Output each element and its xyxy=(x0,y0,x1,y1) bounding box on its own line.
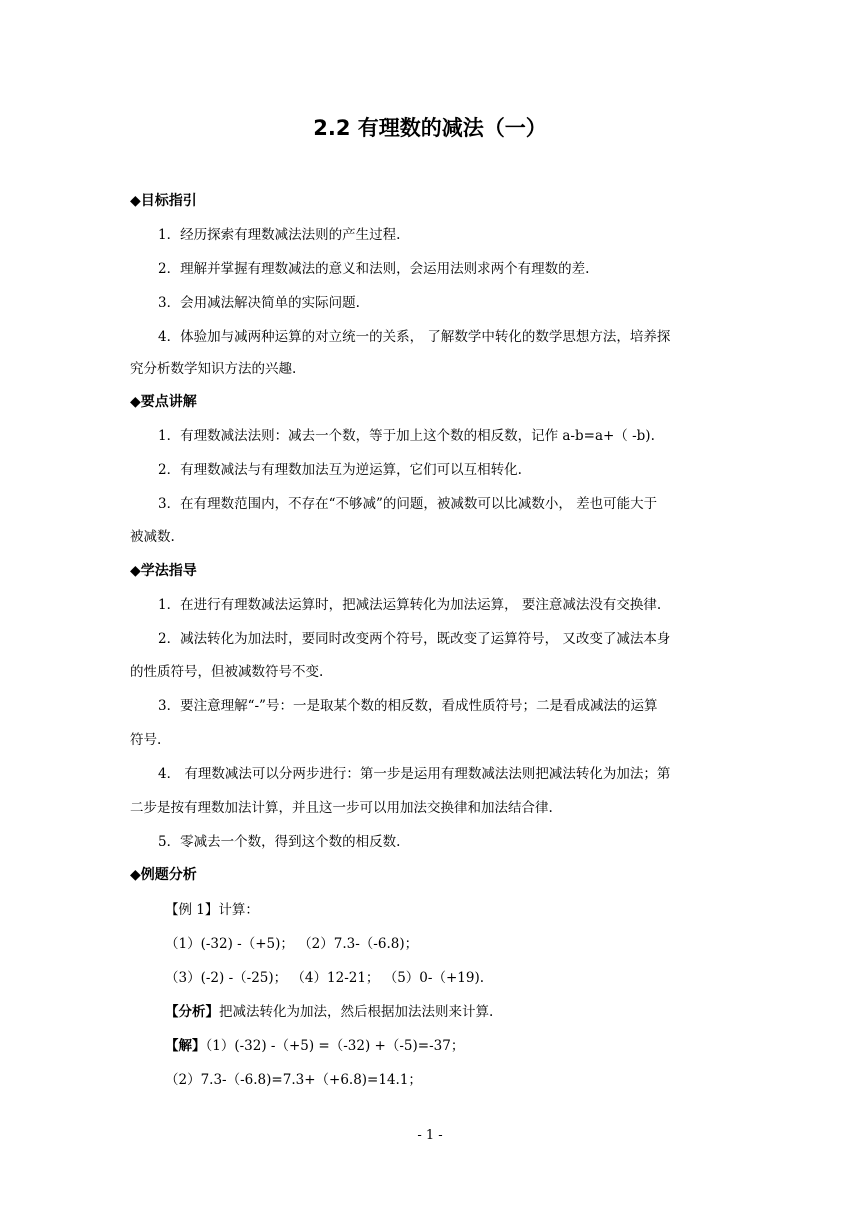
key-point-item-2: 2．有理数减法与有理数加法互为逆运算，它们可以互相转化. xyxy=(158,462,522,478)
method-item-3: 3．要注意理解“-”号：一是取某个数的相反数，看成性质符号；二是看成减法的运算 xyxy=(158,698,658,714)
goal-item-4: 4．体验加与减两种运算的对立统一的关系， 了解数学中转化的数学思想方法，培养探 xyxy=(158,329,671,345)
example-1-problems-row-2: （3）(-2) -（-25)； （4）12-21； （5）0-（+19). xyxy=(165,970,485,986)
analysis-label: 【分析】 xyxy=(165,1004,219,1020)
solution-line-1: （1）(-32) -（+5) =（-32) +（-5)=-37； xyxy=(205,1038,465,1054)
example-1-label: 【例 1】 xyxy=(165,902,219,918)
method-item-4-continued: 二步是按有理数加法计算，并且这一步可以用加法交换律和加法结合律. xyxy=(130,800,553,816)
section-heading-goals: ◆目标指引 xyxy=(130,193,197,209)
example-1-analysis xyxy=(165,1001,765,1023)
section-heading-examples: ◆例题分析 xyxy=(130,867,197,883)
example-1-prompt xyxy=(165,899,765,921)
solution-line-2: （2）7.3-（-6.8)=7.3+（+6.8)=14.1； xyxy=(165,1072,422,1088)
example-1-solution xyxy=(165,1035,765,1057)
section-heading-method: ◆学法指导 xyxy=(130,563,197,579)
key-point-item-3: 3．在有理数范围内，不存在“不够减”的问题，被减数可以比减数小， 差也可能大于 xyxy=(158,496,658,512)
analysis-text: 把减法转化为加法，然后根据加法法则来计算. xyxy=(219,1004,494,1020)
section-heading-key-points: ◆要点讲解 xyxy=(130,394,197,410)
key-point-item-3-continued: 被减数. xyxy=(130,529,175,545)
goal-item-1: 1．经历探索有理数减法法则的产生过程. xyxy=(158,227,401,243)
method-item-2: 2．减法转化为加法时，要同时改变两个符号，既改变了运算符号， 又改变了减法本身 xyxy=(158,631,671,647)
example-1-problems-row-1: （1）(-32) -（+5)； （2）7.3-（-6.8)； xyxy=(165,936,419,952)
goal-item-4-continued: 究分析数学知识方法的兴趣. xyxy=(130,361,297,377)
key-point-item-1: 1．有理数减法法则：减去一个数，等于加上这个数的相反数，记作 a-b=a+（ -b). xyxy=(158,428,655,444)
page-number: - 1 - xyxy=(417,1128,443,1143)
method-item-3-continued: 符号. xyxy=(130,732,162,748)
page-title: 2.2 有理数的减法（一） xyxy=(313,116,547,140)
method-item-5: 5．零减去一个数，得到这个数的相反数. xyxy=(158,834,401,850)
method-item-4: 4． 有理数减法可以分两步进行：第一步是运用有理数减法法则把减法转化为加法；第 xyxy=(158,766,671,782)
goal-item-2: 2．理解并掌握有理数减法的意义和法则，会运用法则求两个有理数的差. xyxy=(158,261,590,277)
method-item-2-continued: 的性质符号，但被减数符号不变. xyxy=(130,664,324,680)
example-1-text: 计算： xyxy=(218,902,259,918)
method-item-1: 1．在进行有理数减法运算时，把减法运算转化为加法运算， 要注意减法没有交换律. xyxy=(158,597,662,613)
goal-item-3: 3．会用减法解决简单的实际问题. xyxy=(158,295,360,311)
solution-label: 【解】 xyxy=(165,1038,206,1054)
